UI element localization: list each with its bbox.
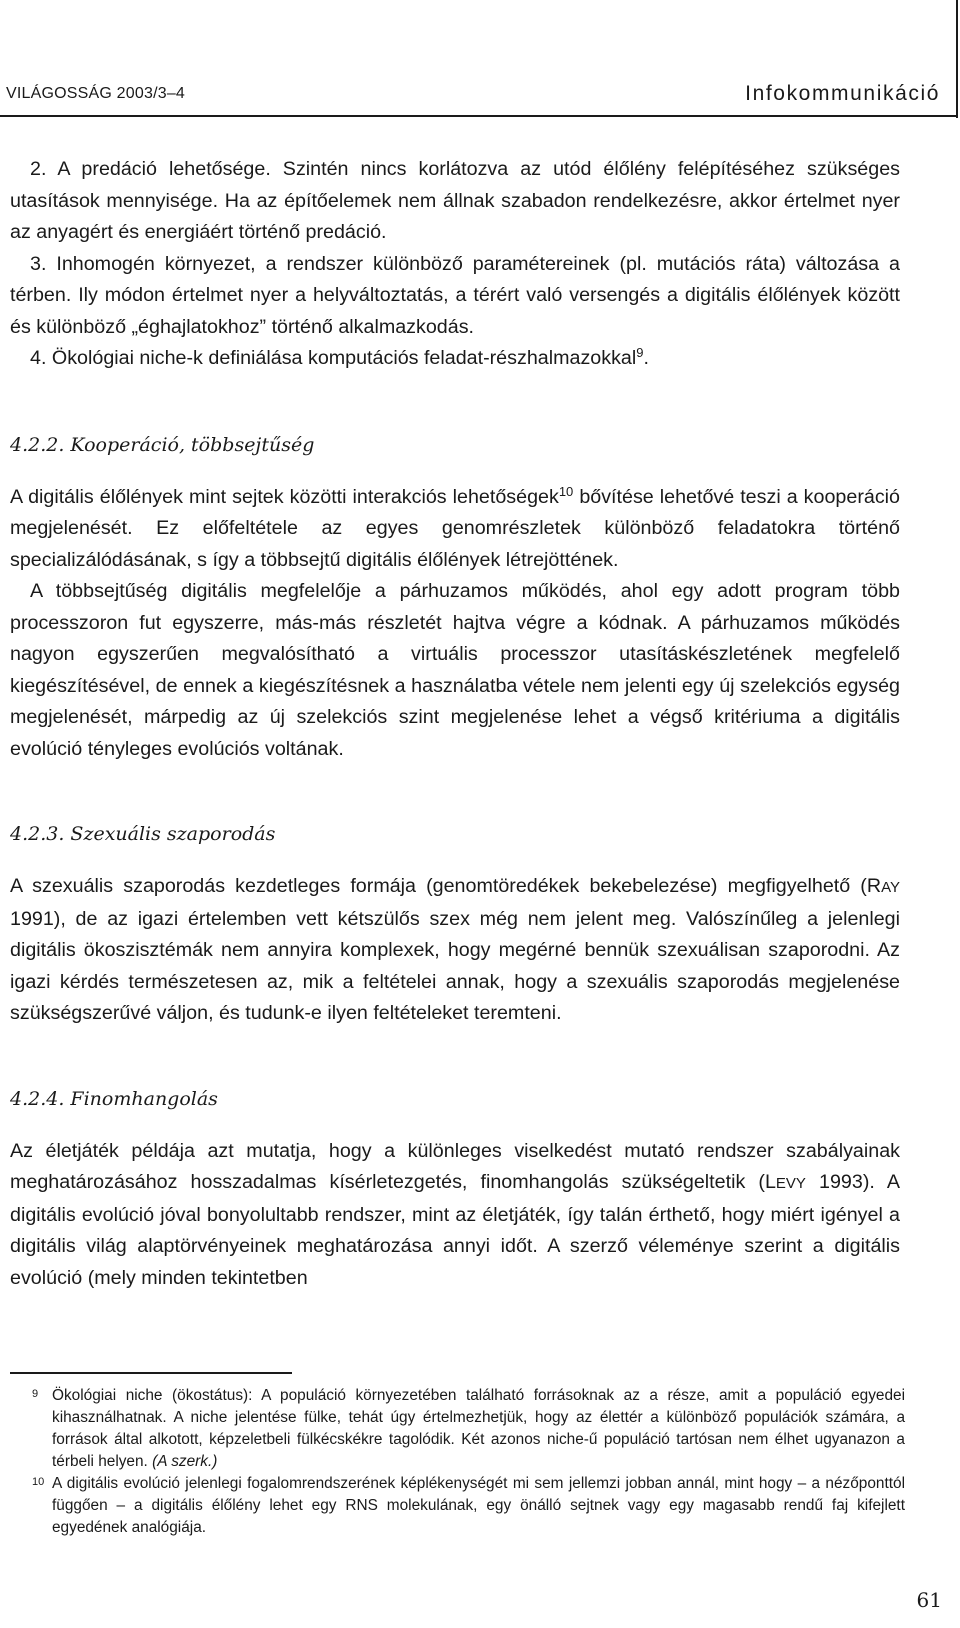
heading-4-2-4: 4.2.4. Finomhangolás: [10, 1087, 218, 1110]
header-vertical-rule: [956, 0, 958, 118]
footnotes: [30, 1385, 905, 1539]
list-item-2: 2. A predáció lehetősége. Szintén nincs korlátozva az utód élőlény felépítéséhez szükséges utasítások mennyisége. Ha az építőelemek nem állnak szabadon rendelkezésre, akkor értelmet nyer az anyagért és energiáért történő predáció.: [10, 158, 900, 243]
footnote-9: [30, 1385, 905, 1473]
footnote-number: 9: [32, 1388, 39, 1400]
paragraph-text: bővítése lehetővé teszi a kooperáció megjelenését. Ez előfeltétele az egyes genomrészletek különböző feladatokra történő specializálódásának, s így a többsejtű digitális élőlények létrejöttének.: [10, 485, 900, 571]
footnote-editor-note: (A szerk.): [152, 1453, 218, 1470]
citation-author: LEVY: [764, 1171, 806, 1193]
footnote-text: A digitális evolúció jelenlegi fogalomrendszerének képlékenységét mi sem jellemzi jobban annál, mint hogy – a nézőponttól függően – a digitális élőlény lehet egy RNS molekulának, egy önálló sejtnek vagy egy magasabb rendű faj kifejlett egyedének analógiája.: [52, 1475, 905, 1536]
footnote-ref-9[interactable]: 9: [636, 345, 644, 360]
footnote-separator: [10, 1372, 292, 1374]
footnote-10: [30, 1473, 905, 1539]
page-body: [10, 154, 900, 1294]
paragraph-text: A szexuális szaporodás kezdetleges formája (genomtöredékek bekebelezése) megfigyelhető (: [10, 875, 867, 897]
paragraph-text: 1991), de az igazi értelemben vett kétszülős szex még nem jelent meg. Valószínűleg a jelenlegi digitális ökoszisztémák nem annyira komplexek, hogy megérné bennük szexuálisan szaporodni. Az igazi kérdés természetesen az, mik a feltételei annak, hogy a szexuális szaporodás megjelenése szükségszerűvé váljon, és tudunk-e ilyen feltételeket teremteni.: [10, 907, 900, 1024]
footnote-text: Ökológiai niche (ökostátus): A populáció környezetében található forrásoknak az a része, amit a populáció egyedei kihasználhatnak. A niche jelentése fülke, tehát úgy értelmezhetjük, hogy az élettér a különböző populációk számára, a források által alkotott, képzeletbeli fülkécskékre tagolódik. Két azonos niche-ű populáció tartósan nem élhet ugyanazon a térbeli helyen.: [52, 1387, 905, 1470]
heading-4-2-2: 4.2.2. Kooperáció, többsejtűség: [10, 433, 315, 456]
footnote-number: 10: [32, 1476, 45, 1488]
paragraph-text: Az életjáték példája azt mutatja, hogy a különleges viselkedést mutató rendszer szabályainak meghatározásához hosszadalmas kísérletezgetés, finomhangolás szükségeltetik (: [10, 1139, 900, 1193]
section-title: Infokommunikáció: [745, 82, 940, 105]
paragraph-finomhangolas: [10, 1136, 900, 1295]
list-item-4: [10, 343, 900, 375]
citation-author: RAY: [866, 875, 900, 897]
footnote-ref-10[interactable]: 10: [558, 483, 574, 499]
paragraph-text: A digitális élőlények mint sejtek közötti interakciós lehetőségek: [10, 485, 559, 508]
list-item-3: 3. Inhomogén környezet, a rendszer különböző paramétereinek (pl. mutációs ráta) változása a térben. Ily módon értelmet nyer a helyváltoztatás, a térért való versengés a digitális élőlények között és különböző „éghajlatokhoz” történő alkalmazkodás.: [10, 252, 900, 338]
heading-4-2-3: 4.2.3. Szexuális szaporodás: [10, 823, 276, 845]
list-item-4-text: 4. Ökológiai niche-k definiálása komputációs feladat-részhalmazokkal: [30, 347, 637, 369]
list-item-4-end: .: [643, 347, 649, 369]
paragraph-kooperacio-1: [10, 482, 900, 577]
page-number: 61: [916, 1588, 942, 1612]
header-horizontal-rule: [0, 115, 958, 117]
paragraph-kooperacio-2: A többsejtűség digitális megfelelője a párhuzamos működés, ahol egy adott program több processzoron fut egyszerre, más-más részletét hajtva végre a kódnak. A párhuzamos működés nagyon egyszerűen megvalósítható a virtuális processzor utasításkészletének megfelelő kiegészítésével, de ennek a kiegészítésnek a használatba vétele nem jelenti egy új szelekciós egység megjelenését, márpedig az új szelekciós szint megjelenése lehet a végső kritériuma a digitális evolúció tényleges evolúciós voltának.: [10, 580, 900, 760]
journal-title: VILÁGOSSÁG 2003/3–4: [6, 85, 186, 102]
paragraph-szexualis: [10, 871, 900, 1030]
paragraph-text: 1993). A digitális evolúció jóval bonyolultabb rendszer, mint az életjáték, így talán érthető, hogy miért igényel a digitális világ alaptörvényeinek meghatározása annyi időt. A szerző véleménye szerint a digitális evolúció (mely minden tekintetben: [10, 1171, 900, 1289]
